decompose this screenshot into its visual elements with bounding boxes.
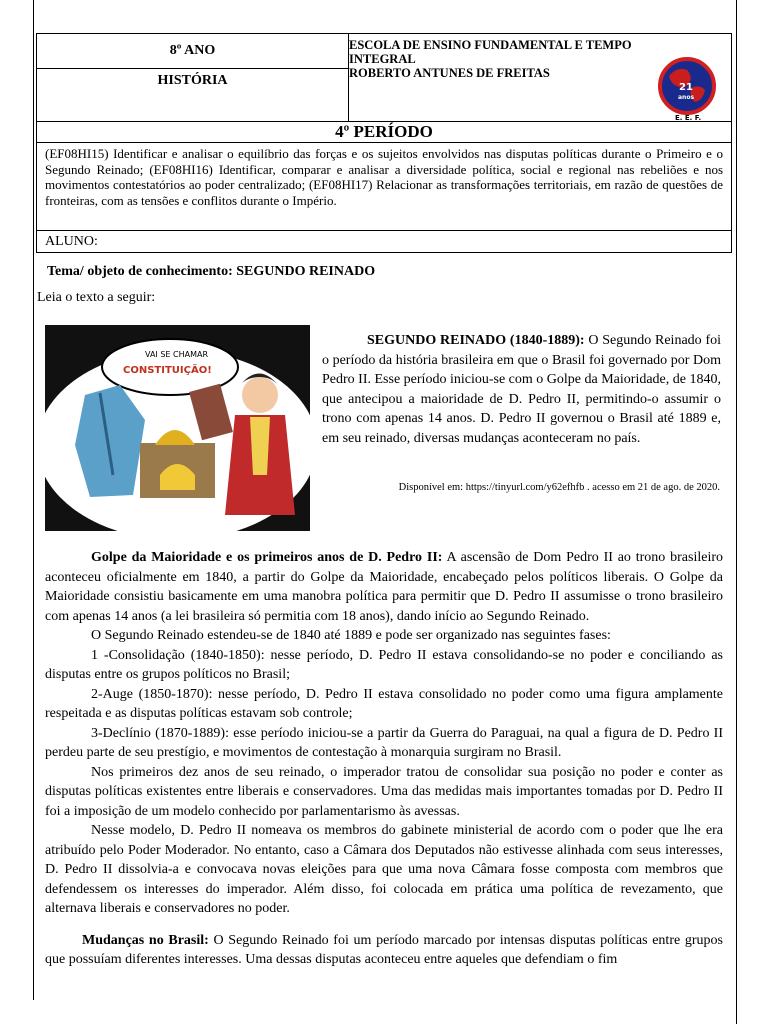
dom-pedro-cartoon-image	[45, 325, 310, 531]
right-margin-line	[736, 0, 737, 1024]
intro-text: O Segundo Reinado foi o período da história brasileira em que o Brasil foi governado por Dom Pedro II. Esse período iniciou-se com o Golpe da Maioridade, de 1840, que antecipou a maioridade de D. Pedro II, permitindo-o assumir o trono com apenas 14 anos. D. Pedro II governou o Brasil até 1889 e, em seu reinado, diversas mudanças aconteceram no país.	[322, 333, 721, 446]
source-citation: Disponível em: https://tinyurl.com/y62efhfb . acesso em 21 de ago. de 2020.	[398, 482, 720, 493]
paragraph-mudancas-text: O Segundo Reinado foi um período marcado por intensas disputas políticas entre grupos que possuíam diferentes interesses. Uma dessas disputas aconteceu entre aqueles que defendiam o fim	[45, 932, 723, 967]
paragraph-primeiros-anos: Nos primeiros dez anos de seu reinado, o imperador tratou de consolidar sua posição no poder e conter as disputas políticas existentes entre liberais e conservadores. Uma das medidas mais importantes tomadas por D. Pedro II foi a imposição de um modelo conhecido por parlamentarismo às avessas.	[45, 764, 723, 819]
subject-label: HISTÓRIA	[157, 73, 228, 88]
paragraph-declinio: 3-Declínio (1870-1889): esse período iniciou-se a partir da Guerra do Paraguai, na qual a figura de D. Pedro II perdeu parte de seu prestígio, e movimentos de contestação à monarquia surgiram no Brasil.	[45, 725, 723, 760]
reading-instruction: Leia o texto a seguir:	[37, 290, 156, 305]
paragraph-golpe	[45, 548, 723, 626]
logo-sub: anos	[678, 94, 695, 101]
intro-paragraph	[322, 331, 721, 448]
paragraph-golpe-title: Golpe da Maioridade e os primeiros anos de D. Pedro II:	[91, 550, 443, 565]
year-subject-cell	[37, 34, 349, 122]
school-cell	[349, 34, 732, 122]
school-name-line2: ROBERTO ANTUNES DE FREITAS	[349, 66, 550, 80]
paragraph-modelo: Nesse modelo, D. Pedro II nomeava os membros do gabinete ministerial de acordo com o poder que lhe era atribuído pelo Poder Moderador. No entanto, caso a Câmara dos Deputados não estivesse alinhada com seus interesses, D. Pedro II dissolvia-a e convocava novas eleições para que uma nova Câmara fosse composta com membros que defendessem os interesses do imperador. Além disso, foi colocada em prática uma política de revezamento, que alternava liberais e conservadores no poder.	[45, 823, 723, 916]
paragraph-mudancas	[45, 931, 723, 970]
logo-initials: E. E. F.	[675, 114, 702, 122]
student-name-field[interactable]: ALUNO:	[37, 231, 732, 253]
main-text	[45, 548, 723, 970]
skills-text: (EF08HI15) Identificar e analisar o equilíbrio das forças e os sujeitos envolvidos nas disputas políticas durante o Primeiro e o Segundo Reinado; (EF08HI16) Identificar, comparar e analisar a diversidade política, social e regional nas rebeliões e nos movimentos contestatórios ao poder centralizado; (EF08HI17) Relacionar as transformações territoriais, em razão de questões de fronteiras, com as tensões e conflitos durante o Império.	[37, 143, 732, 231]
left-margin-line	[33, 0, 34, 1000]
theme-heading: Tema/ objeto de conhecimento: SEGUNDO REINADO	[47, 264, 376, 279]
grade-label: 8º ANO	[37, 34, 348, 69]
period-title: 4º PERÍODO	[37, 122, 732, 143]
paragraph-consolidacao: 1 -Consolidação (1840-1850): nesse período, D. Pedro II estava consolidando-se no poder e conciliando as disputas entre os grupos políticos no Brasil;	[45, 647, 723, 682]
paragraph-mudancas-title: Mudanças no Brasil:	[82, 932, 209, 948]
paragraph-golpe-text: A ascensão de Dom Pedro II ao trono brasileiro aconteceu oficialmente em 1840, a partir do Golpe da Maioridade, encabeçado pelos políticos liberais. O Golpe da Maioridade consistiu basicamente em uma manobra política para permitir que D. Pedro II assumisse o trono brasileiro com apenas 14 anos (a lei brasileira só permitia com 18 anos), dando início ao Segundo Reinado.	[45, 550, 723, 624]
intro-title: SEGUNDO REINADO (1840-1889):	[367, 333, 585, 348]
paragraph-fases: O Segundo Reinado estendeu-se de 1840 até 1889 e pode ser organizado nas seguintes fases:	[91, 628, 611, 643]
paragraph-auge: 2-Auge (1850-1870): nesse período, D. Pedro II estava consolidado no poder como uma figura amplamente respeitada e as disputas políticas estavam sob controle;	[45, 686, 723, 721]
header-table	[36, 33, 732, 253]
logo-number: 21	[679, 82, 693, 93]
school-logo-icon	[653, 56, 723, 124]
speech-line2: CONSTITUIÇÃO!	[123, 365, 212, 376]
speech-line1: VAI SE CHAMAR	[145, 350, 209, 359]
school-name-line1: ESCOLA DE ENSINO FUNDAMENTAL E TEMPO INTEGRAL	[349, 38, 632, 66]
